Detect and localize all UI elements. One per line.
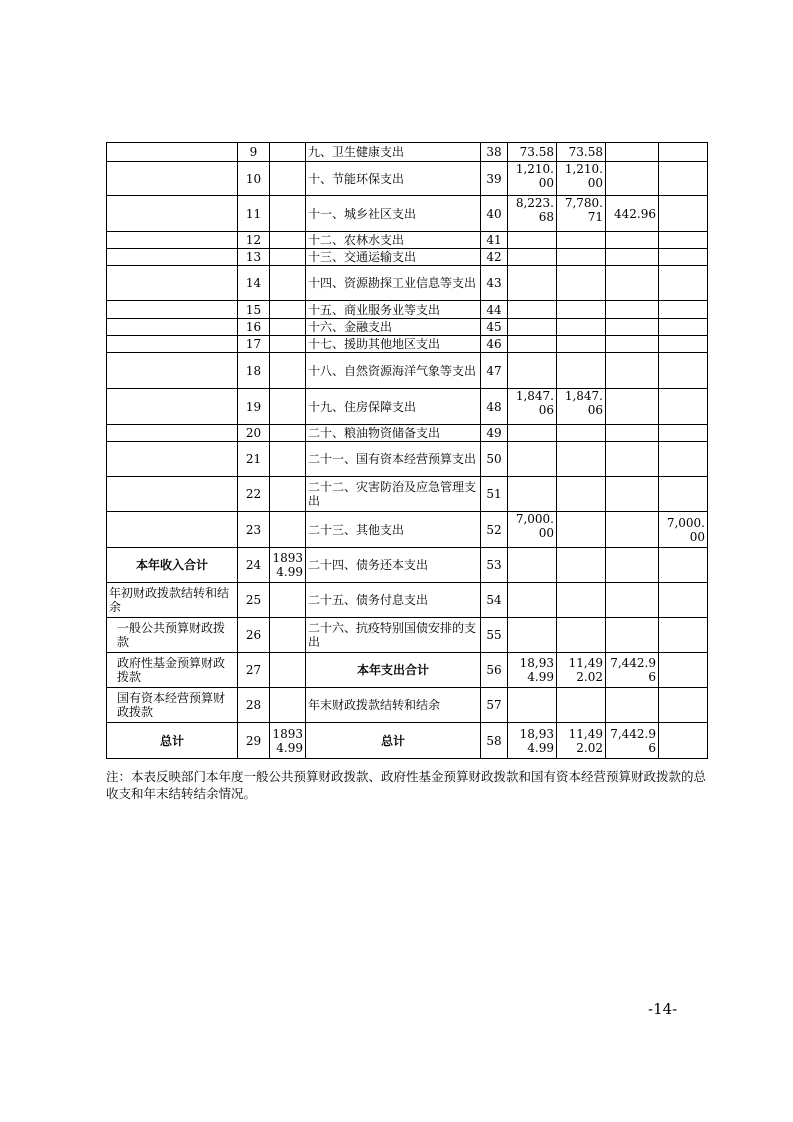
total-amount: 1,210.00	[508, 162, 557, 196]
income-row-number: 22	[238, 477, 270, 512]
table-footnote: 注：本表反映部门本年度一般公共预算财政拨款、政府性基金预算财政拨款和国有资本经营预算财政拨款的总收支和年末结转结余情况。	[106, 769, 707, 801]
income-item-label	[107, 353, 238, 389]
total-amount: 18,934.99	[508, 723, 557, 759]
state-capital-amount	[659, 618, 708, 653]
income-row-number: 12	[238, 232, 270, 249]
income-amount	[270, 512, 306, 548]
table-row	[107, 301, 708, 319]
state-capital-amount	[659, 442, 708, 477]
fund-budget-amount: 7,442.96	[606, 653, 659, 688]
page-number: -14-	[648, 1000, 678, 1018]
income-amount	[270, 196, 306, 232]
table-row	[107, 477, 708, 512]
state-capital-amount	[659, 143, 708, 162]
income-amount	[270, 653, 306, 688]
expense-row-number: 49	[481, 425, 508, 442]
fund-budget-amount	[606, 301, 659, 319]
table-row	[107, 618, 708, 653]
income-row-number: 28	[238, 688, 270, 723]
state-capital-amount	[659, 232, 708, 249]
income-row-number: 20	[238, 425, 270, 442]
income-row-number: 10	[238, 162, 270, 196]
expense-item-label: 九、卫生健康支出	[306, 143, 481, 162]
table-row	[107, 266, 708, 301]
expense-item-label: 二十四、债务还本支出	[306, 548, 481, 583]
income-item-label	[107, 319, 238, 336]
income-amount	[270, 266, 306, 301]
general-budget-amount	[557, 249, 606, 266]
income-amount	[270, 249, 306, 266]
general-budget-amount	[557, 353, 606, 389]
income-item-label: 国有资本经营预算财政拨款	[107, 688, 238, 723]
income-item-label	[107, 266, 238, 301]
state-capital-amount	[659, 477, 708, 512]
expense-item-label: 二十二、灾害防治及应急管理支出	[306, 477, 481, 512]
expense-row-number: 51	[481, 477, 508, 512]
expense-row-number: 45	[481, 319, 508, 336]
income-row-number: 25	[238, 583, 270, 618]
income-item-label: 本年收入合计	[107, 548, 238, 583]
income-item-label	[107, 442, 238, 477]
income-row-number: 11	[238, 196, 270, 232]
income-amount	[270, 442, 306, 477]
state-capital-amount	[659, 266, 708, 301]
expense-item-label: 十一、城乡社区支出	[306, 196, 481, 232]
income-row-number: 19	[238, 389, 270, 425]
table-row	[107, 336, 708, 353]
state-capital-amount	[659, 583, 708, 618]
fund-budget-amount	[606, 336, 659, 353]
total-amount	[508, 266, 557, 301]
income-amount	[270, 301, 306, 319]
general-budget-amount	[557, 336, 606, 353]
table-row	[107, 688, 708, 723]
income-row-number: 29	[238, 723, 270, 759]
income-row-number: 17	[238, 336, 270, 353]
income-item-label	[107, 389, 238, 425]
expense-item-label: 二十五、债务付息支出	[306, 583, 481, 618]
state-capital-amount	[659, 336, 708, 353]
income-amount	[270, 232, 306, 249]
table-row	[107, 249, 708, 266]
expense-row-number: 48	[481, 389, 508, 425]
total-amount: 73.58	[508, 143, 557, 162]
income-amount	[270, 688, 306, 723]
total-amount	[508, 688, 557, 723]
income-row-number: 13	[238, 249, 270, 266]
expense-row-number: 42	[481, 249, 508, 266]
expense-row-number: 41	[481, 232, 508, 249]
general-budget-amount	[557, 232, 606, 249]
expense-row-number: 43	[481, 266, 508, 301]
income-row-number: 14	[238, 266, 270, 301]
total-amount: 8,223.68	[508, 196, 557, 232]
table-row	[107, 512, 708, 548]
total-amount	[508, 301, 557, 319]
expense-row-number: 38	[481, 143, 508, 162]
general-budget-amount: 7,780.71	[557, 196, 606, 232]
fund-budget-amount	[606, 143, 659, 162]
general-budget-amount: 1,847.06	[557, 389, 606, 425]
total-amount	[508, 249, 557, 266]
table-row	[107, 353, 708, 389]
general-budget-amount	[557, 301, 606, 319]
general-budget-amount	[557, 425, 606, 442]
income-row-number: 18	[238, 353, 270, 389]
income-row-number: 27	[238, 653, 270, 688]
total-amount: 18,934.99	[508, 653, 557, 688]
income-row-number: 16	[238, 319, 270, 336]
fund-budget-amount	[606, 548, 659, 583]
income-item-label	[107, 232, 238, 249]
expense-row-number: 47	[481, 353, 508, 389]
table-row	[107, 143, 708, 162]
fund-budget-amount	[606, 477, 659, 512]
income-item-label	[107, 249, 238, 266]
fund-budget-amount	[606, 389, 659, 425]
table-row	[107, 442, 708, 477]
table-row	[107, 232, 708, 249]
state-capital-amount	[659, 162, 708, 196]
expense-row-number: 56	[481, 653, 508, 688]
general-budget-amount: 73.58	[557, 143, 606, 162]
income-amount	[270, 618, 306, 653]
general-budget-amount: 1,210.00	[557, 162, 606, 196]
income-amount	[270, 389, 306, 425]
fund-budget-amount	[606, 249, 659, 266]
expense-item-label: 十八、自然资源海洋气象等支出	[306, 353, 481, 389]
income-row-number: 26	[238, 618, 270, 653]
income-item-label: 一般公共预算财政拨款	[107, 618, 238, 653]
income-item-label	[107, 425, 238, 442]
state-capital-amount	[659, 425, 708, 442]
state-capital-amount	[659, 548, 708, 583]
income-item-label	[107, 336, 238, 353]
income-row-number: 24	[238, 548, 270, 583]
fund-budget-amount: 7,442.96	[606, 723, 659, 759]
general-budget-amount	[557, 477, 606, 512]
expense-row-number: 53	[481, 548, 508, 583]
expense-item-label: 十七、援助其他地区支出	[306, 336, 481, 353]
fund-budget-amount	[606, 232, 659, 249]
income-item-label: 年初财政拨款结转和结余	[107, 583, 238, 618]
expense-row-number: 54	[481, 583, 508, 618]
expense-row-number: 57	[481, 688, 508, 723]
fund-budget-amount	[606, 266, 659, 301]
expense-item-label: 十九、住房保障支出	[306, 389, 481, 425]
income-row-number: 9	[238, 143, 270, 162]
fund-budget-amount	[606, 162, 659, 196]
total-amount	[508, 618, 557, 653]
table-row	[107, 319, 708, 336]
table-row	[107, 653, 708, 688]
expense-item-label: 二十六、抗疫特别国债安排的支出	[306, 618, 481, 653]
general-budget-amount	[557, 512, 606, 548]
income-item-label	[107, 512, 238, 548]
income-row-number: 15	[238, 301, 270, 319]
income-amount	[270, 477, 306, 512]
income-item-label	[107, 301, 238, 319]
general-budget-amount	[557, 548, 606, 583]
income-amount	[270, 583, 306, 618]
expense-item-label: 年末财政拨款结转和结余	[306, 688, 481, 723]
expense-item-label: 本年支出合计	[306, 653, 481, 688]
fund-budget-amount	[606, 425, 659, 442]
total-amount	[508, 442, 557, 477]
income-amount	[270, 425, 306, 442]
state-capital-amount	[659, 249, 708, 266]
fund-budget-amount	[606, 442, 659, 477]
total-amount	[508, 232, 557, 249]
appropriation-table	[106, 142, 708, 759]
income-amount: 18934.99	[270, 548, 306, 583]
fund-budget-amount	[606, 618, 659, 653]
state-capital-amount	[659, 196, 708, 232]
income-item-label: 政府性基金预算财政拨款	[107, 653, 238, 688]
state-capital-amount	[659, 688, 708, 723]
total-amount: 1,847.06	[508, 389, 557, 425]
expense-item-label: 十、节能环保支出	[306, 162, 481, 196]
income-amount: 18934.99	[270, 723, 306, 759]
expense-item-label: 十二、农林水支出	[306, 232, 481, 249]
expense-item-label: 十五、商业服务业等支出	[306, 301, 481, 319]
income-amount	[270, 353, 306, 389]
general-budget-amount	[557, 688, 606, 723]
expense-row-number: 58	[481, 723, 508, 759]
table-row	[107, 425, 708, 442]
expense-row-number: 55	[481, 618, 508, 653]
table-row	[107, 723, 708, 759]
total-amount	[508, 319, 557, 336]
income-amount	[270, 319, 306, 336]
state-capital-amount	[659, 389, 708, 425]
expense-item-label: 十六、金融支出	[306, 319, 481, 336]
table-row	[107, 583, 708, 618]
income-item-label	[107, 477, 238, 512]
income-item-label	[107, 196, 238, 232]
expense-item-label: 十三、交通运输支出	[306, 249, 481, 266]
expense-row-number: 40	[481, 196, 508, 232]
state-capital-amount	[659, 319, 708, 336]
income-row-number: 21	[238, 442, 270, 477]
general-budget-amount	[557, 442, 606, 477]
income-item-label	[107, 162, 238, 196]
fund-budget-amount	[606, 512, 659, 548]
fund-budget-amount: 442.96	[606, 196, 659, 232]
table-row	[107, 389, 708, 425]
table-row	[107, 196, 708, 232]
income-amount	[270, 143, 306, 162]
table-row	[107, 548, 708, 583]
general-budget-amount	[557, 266, 606, 301]
income-item-label	[107, 143, 238, 162]
fund-budget-amount	[606, 319, 659, 336]
expense-row-number: 50	[481, 442, 508, 477]
general-budget-amount	[557, 618, 606, 653]
expense-row-number: 52	[481, 512, 508, 548]
fund-budget-amount	[606, 688, 659, 723]
expense-item-label: 二十、粮油物资储备支出	[306, 425, 481, 442]
general-budget-amount	[557, 319, 606, 336]
expense-item-label: 十四、资源勘探工业信息等支出	[306, 266, 481, 301]
state-capital-amount	[659, 723, 708, 759]
general-budget-amount: 11,492.02	[557, 653, 606, 688]
total-amount	[508, 425, 557, 442]
expense-row-number: 44	[481, 301, 508, 319]
income-row-number: 23	[238, 512, 270, 548]
total-amount	[508, 353, 557, 389]
expense-item-label: 二十三、其他支出	[306, 512, 481, 548]
total-amount: 7,000.00	[508, 512, 557, 548]
income-amount	[270, 336, 306, 353]
income-amount	[270, 162, 306, 196]
fund-budget-amount	[606, 583, 659, 618]
state-capital-amount	[659, 301, 708, 319]
expense-item-label: 二十一、国有资本经营预算支出	[306, 442, 481, 477]
expense-item-label: 总计	[306, 723, 481, 759]
expense-row-number: 39	[481, 162, 508, 196]
fund-budget-amount	[606, 353, 659, 389]
total-amount	[508, 548, 557, 583]
expense-row-number: 46	[481, 336, 508, 353]
state-capital-amount: 7,000.00	[659, 512, 708, 548]
table-row	[107, 162, 708, 196]
total-amount	[508, 336, 557, 353]
state-capital-amount	[659, 653, 708, 688]
general-budget-amount: 11,492.02	[557, 723, 606, 759]
total-amount	[508, 583, 557, 618]
total-amount	[508, 477, 557, 512]
state-capital-amount	[659, 353, 708, 389]
general-budget-amount	[557, 583, 606, 618]
income-item-label: 总计	[107, 723, 238, 759]
